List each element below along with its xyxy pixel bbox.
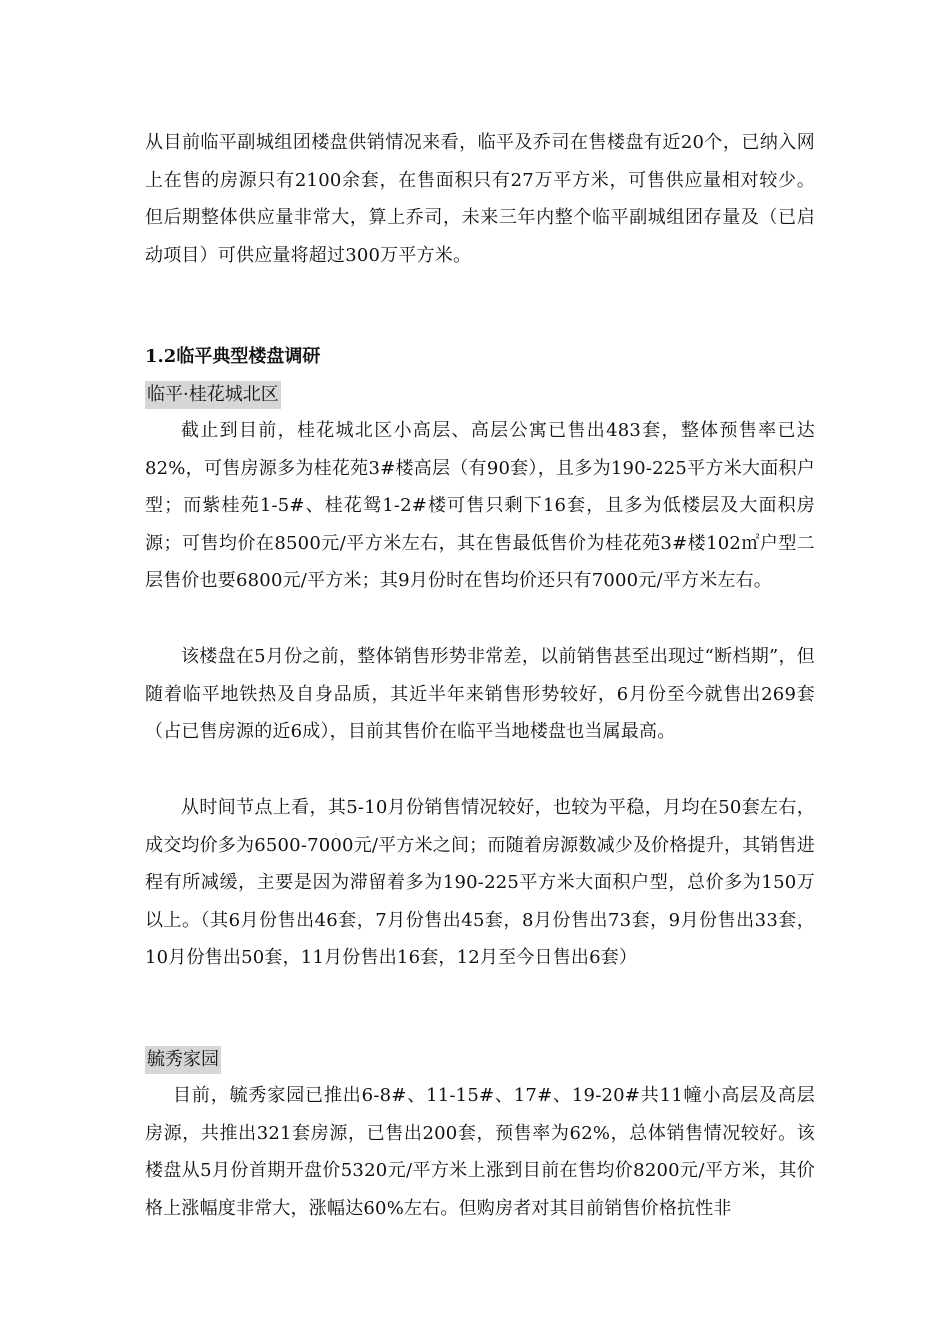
project-title-yuxiu: 毓秀家园 <box>145 1046 221 1074</box>
section-heading: 1.2临平典型楼盘调研 <box>145 346 321 367</box>
guihuacheng-paragraph-3: 从时间节点上看，其5-10月份销售情况较好，也较为平稳，月均在50套左右，成交均价多为6500-7000元/平方米之间；而随着房源数减少及价格提升，其销售进程有所减缓，主要是因为滞留着多为190-225平方米大面积户型，总价多为150万以上。（其6月份售出46套，7月份售出45套，8月份售出73套，9月份售出33套，10月份售出50套，11月份售出16套，12月至今日售出6套） <box>145 797 815 968</box>
guihuacheng-paragraph-1: 截止到目前，桂花城北区小高层、高层公寓已售出483套，整体预售率已达82%，可售房源多为桂花苑3#楼高层（有90套），且多为190-225平方米大面积户型；而紫桂苑1-5#、桂花鸳1-2#楼可售只剩下16套，且多为低楼层及大面积房源；可售均价在8500元/平方米左右，其在售最低售价为桂花苑3#楼102㎡户型二层售价也要6800元/平方米；其9月份时在售均价还只有7000元/平方米左右。 <box>145 420 815 591</box>
guihuacheng-paragraph-2: 该楼盘在5月份之前，整体销售形势非常差，以前销售甚至出现过“断档期”，但随着临平地铁热及自身品质，其近半年来销售形势较好，6月份至今就售出269套（占已售房源的近6成），目前其售价在临平当地楼盘也当属最高。 <box>145 646 815 742</box>
intro-paragraph: 从目前临平副城组团楼盘供销情况来看，临平及乔司在售楼盘有近20个，已纳入网上在售的房源只有2100余套，在售面积只有27万平方米，可售供应量相对较少。但后期整体供应量非常大，算上乔司，未来三年内整个临平副城组团存量及（已启动项目）可供应量将超过300万平方米。 <box>145 132 815 266</box>
project-title-guihuacheng: 临平·桂花城北区 <box>145 381 281 409</box>
yuxiu-paragraph-1: 目前，毓秀家园已推出6-8#、11-15#、17#、19-20#共11幢小高层及高层房源，共推出321套房源，已售出200套，预售率为62%，总体销售情况较好。该楼盘从5月份首期开盘价5320元/平方米上涨到目前在售均价8200元/平方米，其价格上涨幅度非常大，涨幅达60%左右。但购房者对其目前销售价格抗性非 <box>145 1085 815 1219</box>
